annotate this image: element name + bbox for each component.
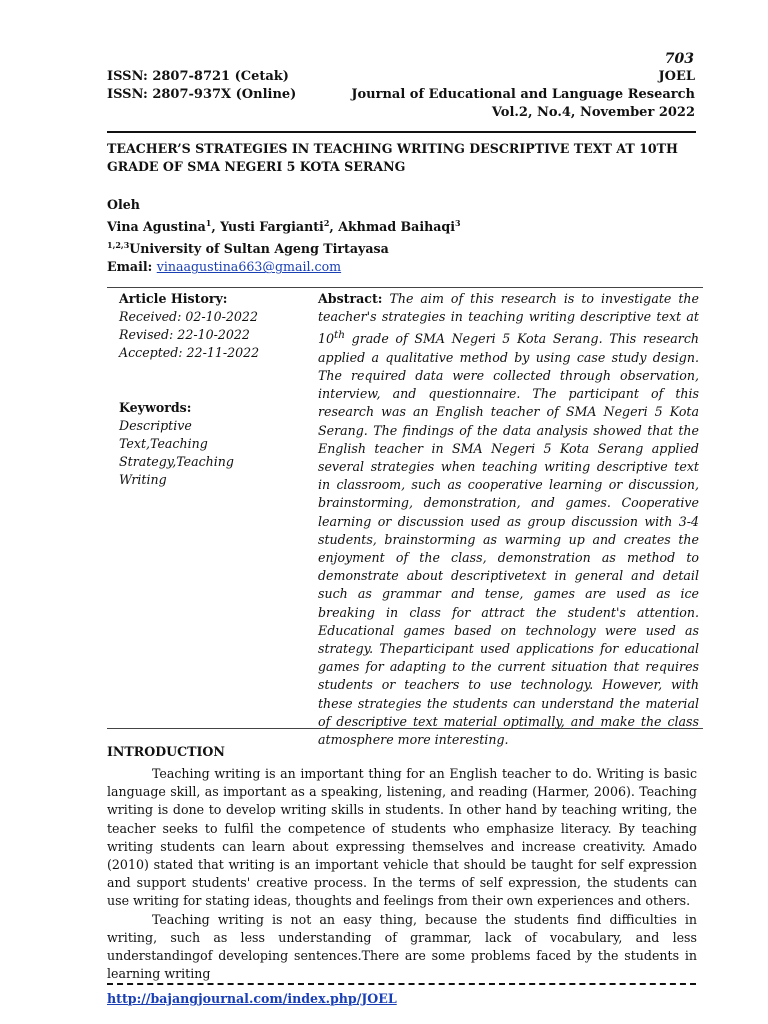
by-label: Oleh [107, 197, 140, 212]
abstract-text-part1: The aim of this research is to investigate the teacher's strategies in teaching writing descriptive text at 10 [318, 291, 699, 347]
header-divider [107, 131, 696, 133]
footer-url-link[interactable]: http://bajangjournal.com/index.php/JOEL [107, 991, 397, 1006]
email-label: Email [107, 259, 148, 275]
article-info-box [107, 287, 703, 748]
author-separator: , [329, 219, 339, 235]
author-sup: 1 [205, 218, 212, 228]
author-name: Akhmad Baihaqi [338, 219, 456, 235]
issn-print: ISSN: 2807-8721 (Cetak) [107, 69, 289, 84]
article-history-heading: Article History: [119, 291, 228, 306]
article-history [119, 290, 259, 362]
abstract-text-part2: grade of SMA Negeri 5 Kota Serang. This research applied a qualitative method by using case study design. The required data were collected through observation, interview, and questionnaire. The participant of this research was an English teacher of SMA Negeri 5 Kota Serang. The findings of the data analysis showed that the English teacher in SMA Negeri 5 Kota Serang applied several strategies when teaching writing descriptive text in classroom, such as cooperative learning or discussion, brainstorming, demonstration, and games. Cooperative learning or discussion used as group discussion with 3-4 students, brainstorming as warming up and creates the enjoyment of the class, demonstration as method to demonstrate about descriptivetext in general and detail such as grammar and tense, games are used as ice breaking in class for attract the student's attention. Educational games based on technology were used as strategy. Theparticipant used applications for educational games for adapting to the current situation that requires students or teachers to use technology. However, with these strategies the students can understand the material of descriptive text material optimally, and make the class atmosphere more interesting. [318, 331, 699, 748]
author-name: Yusti Fargianti [220, 219, 324, 235]
author-sup: 2 [323, 218, 330, 228]
affiliation-name: University of Sultan Ageng Tirtayasa [129, 241, 389, 257]
issn-block [107, 68, 296, 104]
introduction-body [107, 765, 697, 983]
received-date: Received: 02-10-2022 [119, 309, 258, 324]
email-colon: : [147, 259, 157, 275]
intro-paragraph: Teaching writing is an important thing for an English teacher to do. Writing is basic language skill, as important as a speaking, listening, and reading (Harmer, 2006). Teaching writing is done to develop writing skills in students. In other hand by teaching writing, the teacher seeks to fulfil the competence of students who emphasize literacy. By teaching writing students can learn about expressing themselves and increase creativity. Amado (2010) stated that writing is an important vehicle that should be taught for self expression and support students' creative process. In the terms of self expression, the students can use writing for stating ideas, thoughts and feelings from their own experiences and others. [107, 766, 697, 909]
intro-paragraph: Teaching writing is not an easy thing, because the students find difficulties in writing, such as less understanding of grammar, lack of vocabulary, and less understandingof developing sentences.There are some problems faced by the students in learning writing [107, 911, 697, 982]
journal-info [351, 68, 695, 122]
keywords-section [119, 399, 249, 489]
email-link[interactable]: vinaagustina663@gmail.com [156, 259, 342, 275]
abstract-sup: th [334, 329, 346, 342]
email-line [107, 258, 461, 276]
page-number: 703 [664, 51, 694, 67]
abstract-heading: Abstract: [318, 291, 383, 306]
authors-block [107, 196, 461, 276]
footer-divider [107, 983, 696, 985]
revised-date: Revised: 22-10-2022 [119, 327, 250, 342]
abstract [318, 290, 699, 749]
keywords-text: Descriptive Text,Teaching Strategy,Teaching Writing [119, 418, 234, 487]
affiliation [107, 236, 461, 258]
keywords-heading: Keywords: [119, 400, 192, 415]
accepted-date: Accepted: 22-11-2022 [119, 345, 260, 360]
author-name: Vina Agustina [107, 219, 206, 235]
author-sup: 3 [455, 218, 461, 228]
author-names [107, 214, 461, 236]
author-separator: , [211, 219, 221, 235]
introduction-heading: INTRODUCTION [107, 744, 225, 759]
journal-abbrev: JOEL [658, 69, 695, 84]
journal-name: Journal of Educational and Language Research [351, 87, 695, 102]
issn-online: ISSN: 2807-937X (Online) [107, 87, 297, 102]
paper-title: TEACHER’S STRATEGIES IN TEACHING WRITING DESCRIPTIVE TEXT AT 10TH GRADE OF SMA NEGERI 5 KOTA SERANG [107, 141, 678, 174]
affiliation-sup: 1,2,3 [107, 240, 130, 251]
volume-info: Vol.2, No.4, November 2022 [491, 105, 695, 120]
